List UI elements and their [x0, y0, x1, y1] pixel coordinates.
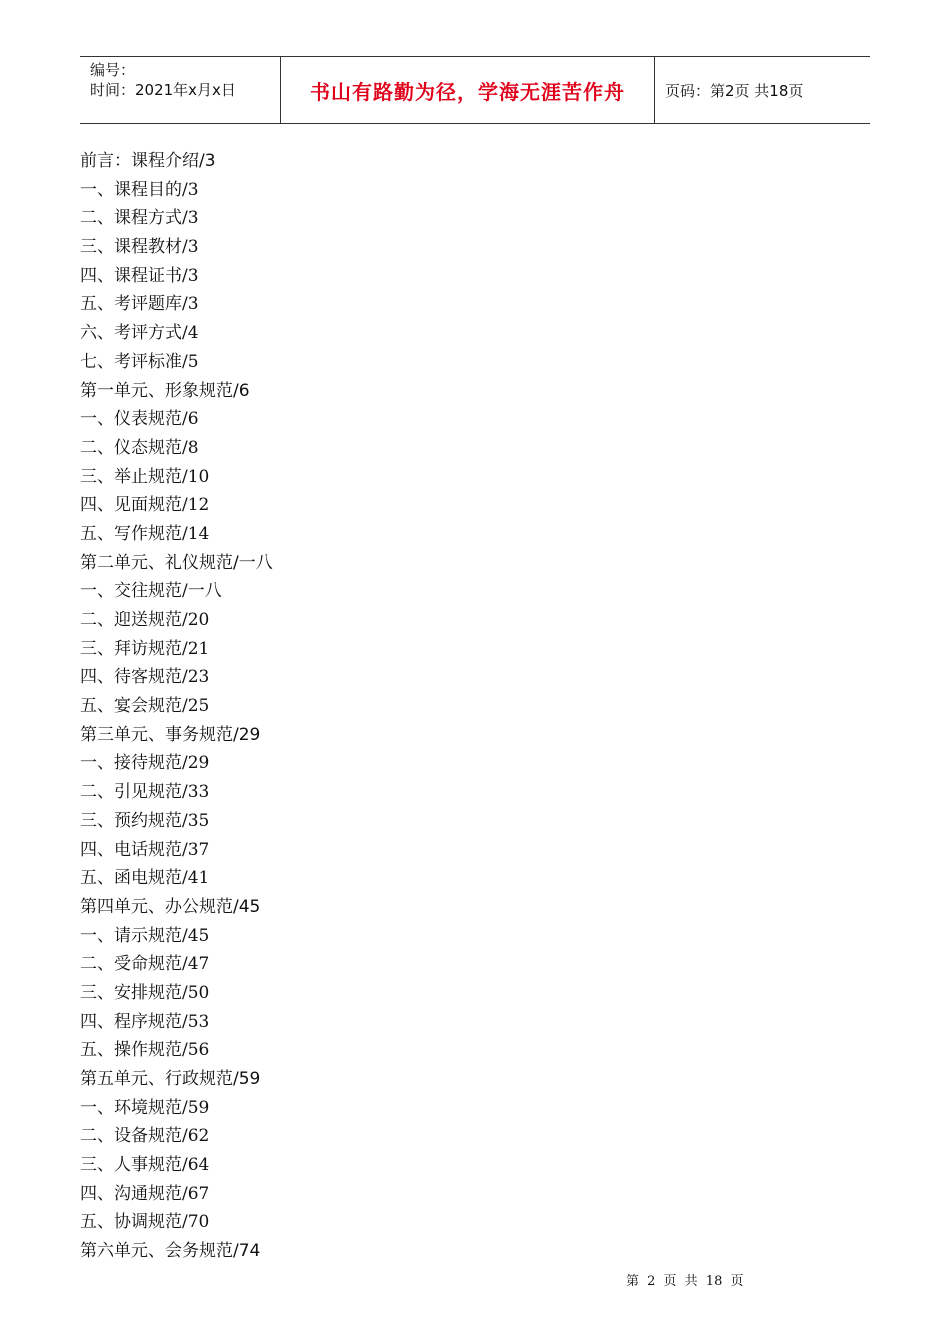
- toc-section-heading: 第五单元、行政规范/59: [80, 1069, 261, 1089]
- toc-entry: 三、举止规范/10: [80, 466, 210, 487]
- table-of-contents: [80, 147, 273, 1266]
- toc-entry: 二、引见规范/33: [80, 782, 210, 803]
- toc-entry: 一、请示规范/45: [80, 925, 210, 946]
- footer-page-number: 第 2 页 共 18 页: [626, 1274, 744, 1289]
- toc-entry: 一、仪表规范/6: [80, 409, 199, 430]
- toc-entry: 二、课程方式/3: [80, 208, 199, 229]
- header-motto: 书山有路勤为径，学海无涯苦作舟: [281, 57, 655, 123]
- document-date-label: 时间：2021年x月x日: [90, 81, 236, 99]
- toc-entry: 三、人事规范/64: [80, 1155, 210, 1176]
- header-page-indicator: 页码：第2页 共18页: [665, 81, 804, 100]
- toc-entry: 六、考评方式/4: [80, 323, 199, 344]
- header-meta-cell: [80, 57, 281, 123]
- document-number-label: 编号：: [90, 61, 136, 79]
- toc-entry: 四、电话规范/37: [80, 839, 210, 860]
- toc-entry: 七、考评标准/5: [80, 351, 199, 372]
- toc-entry: 五、宴会规范/25: [80, 696, 210, 717]
- toc-section-heading: 第六单元、会务规范/74: [80, 1241, 261, 1262]
- toc-section-heading: 第四单元、办公规范/45: [80, 896, 261, 917]
- toc-entry: 三、拜访规范/21: [80, 638, 210, 659]
- toc-entry: 五、写作规范/14: [80, 523, 210, 544]
- toc-section-heading: 前言：课程介绍/3: [80, 151, 216, 171]
- toc-entry: 五、协调规范/70: [80, 1212, 210, 1233]
- toc-entry: 三、课程教材/3: [80, 237, 199, 258]
- toc-entry: 二、迎送规范/20: [80, 610, 210, 630]
- toc-entry: 三、预约规范/35: [80, 810, 210, 831]
- toc-entry: 一、课程目的/3: [80, 179, 199, 200]
- toc-entry: 二、仪态规范/8: [80, 437, 199, 458]
- toc-entry: 四、沟通规范/67: [80, 1183, 210, 1204]
- toc-entry: 一、交往规范/一八: [80, 581, 222, 602]
- toc-entry: 四、待客规范/23: [80, 667, 210, 688]
- toc-entry: 四、见面规范/12: [80, 495, 210, 516]
- toc-section-heading: 第二单元、礼仪规范/一八: [80, 552, 273, 573]
- toc-entry: 五、函电规范/41: [80, 868, 210, 889]
- toc-entry: 一、接待规范/29: [80, 753, 210, 774]
- toc-entry: 一、环境规范/59: [80, 1097, 210, 1118]
- toc-entry: 二、受命规范/47: [80, 954, 210, 975]
- toc-entry: 三、安排规范/50: [80, 982, 210, 1003]
- toc-entry: 五、考评题库/3: [80, 294, 199, 315]
- toc-section-heading: 第一单元、形象规范/6: [80, 380, 250, 401]
- toc-entry: 五、操作规范/56: [80, 1040, 210, 1061]
- toc-section-heading: 第三单元、事务规范/29: [80, 724, 261, 745]
- toc-entry: 四、程序规范/53: [80, 1011, 210, 1032]
- page-header: [80, 56, 870, 124]
- toc-entry: 二、设备规范/62: [80, 1126, 210, 1147]
- toc-entry: 四、课程证书/3: [80, 265, 199, 286]
